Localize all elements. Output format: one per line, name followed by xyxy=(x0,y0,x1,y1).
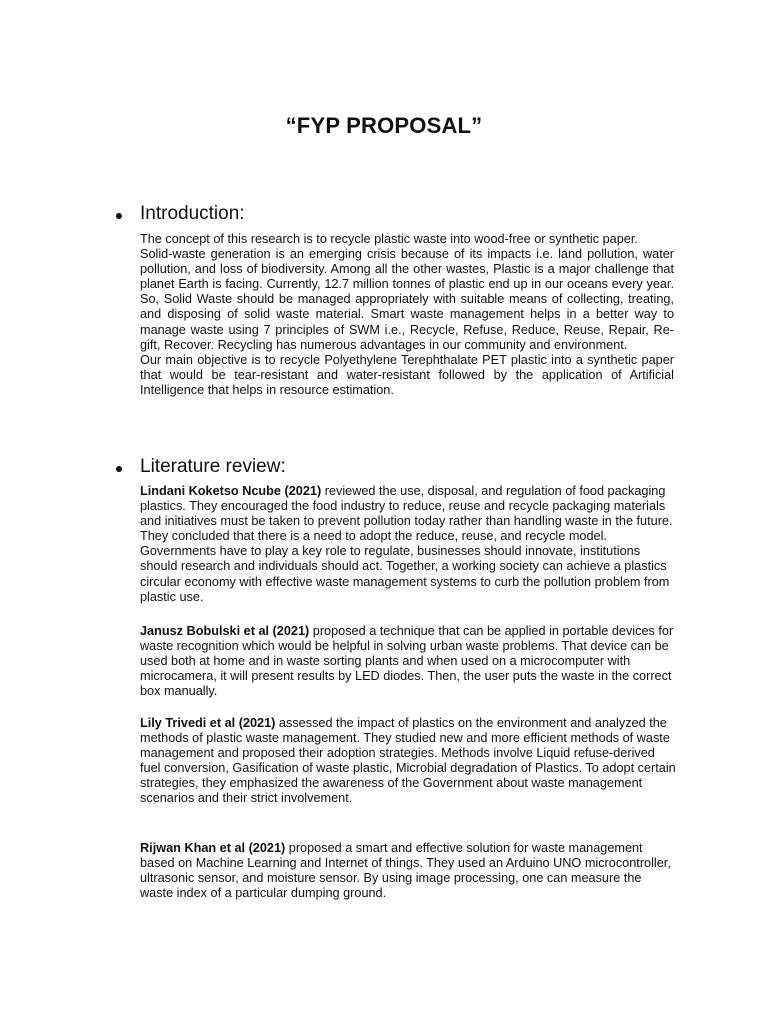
section-heading-label: Literature review: xyxy=(140,456,286,477)
entry-author: Rijwan Khan et al (2021) xyxy=(140,841,286,855)
entry-text: assessed the impact of plastics on the environment and analyzed the methods of plastic waste management. They studied new and more efficient methods of waste management and proposed their adoption strategies. Methods involve Liquid refuse-derived fuel conversion, Gasification of waste plastic, Microbial degradation of Plastics. To adopt certain strategies, they emphasized the awareness of the Government about waste management scenarios and their strict involvement. xyxy=(140,716,676,806)
entry-text: proposed a smart and effective solution for waste management based on Machine Learning and Internet of things. They used an Arduino UNO microcontroller, ultrasonic sensor, and moisture sensor. By using image processing, one can measure the waste index of a particular dumping ground. xyxy=(140,841,671,901)
entry-author: Janusz Bobulski et al (2021) xyxy=(140,624,310,638)
literature-entry xyxy=(140,841,676,901)
entry-author: Lily Trivedi et al (2021) xyxy=(140,716,276,730)
literature-entry xyxy=(140,624,676,699)
document-title: “FYP PROPOSAL” xyxy=(285,113,483,138)
entry-text: reviewed the use, disposal, and regulation of food packaging plastics. They encouraged the food industry to reduce, reuse and recycle packaging materials and initiatives must be taken to prevent pollution today rather than handling waste in the future. They concluded that there is a need to adopt the reduce, reuse, and recycle model. Governments have to play a key role to regulate, businesses should innovate, institutions should research and individuals should act. Together, a working society can achieve a plastics circular economy with effective waste management systems to curb the pollution problem from plastic use. xyxy=(140,484,673,604)
intro-paragraph: Our main objective is to recycle Polyethylene Terephthalate PET plastic into a synthetic paper that would be tear-resistant and water-resistant followed by the application of Artificial Intelligence that helps in resource estimation. xyxy=(140,352,674,397)
section-heading-label: Introduction: xyxy=(140,203,245,224)
literature-entry xyxy=(140,716,676,807)
bullet-icon xyxy=(116,213,122,219)
introduction-body xyxy=(140,232,674,398)
section-heading-literature-review xyxy=(116,456,286,478)
intro-paragraph: The concept of this research is to recycle plastic waste into wood-free or synthetic paper. xyxy=(140,232,638,246)
entry-author: Lindani Koketso Ncube (2021) xyxy=(140,484,322,498)
entry-text: proposed a technique that can be applied in portable devices for waste recognition which would be helpful in solving urban waste problems. That device can be used both at home and in waste sorting plants and when used on a microcomputer with microcamera, it will present results by LED diodes. Then, the user puts the waste in the correct box manually. xyxy=(140,624,674,699)
intro-paragraph: Solid-waste generation is an emerging crisis because of its impacts i.e. land pollution, water pollution, and loss of biodiversity. Among all the other wastes, Plastic is a major challenge that planet Earth is facing. Currently, 12.7 million tonnes of plastic end up in our oceans every year. So, Solid Waste should be managed appropriately with suitable means of collecting, treating, and disposing of solid waste material. Smart waste management helps in a better way to manage waste using 7 principles of SWM i.e., Recycle, Refuse, Reduce, Reuse, Repair, Re-gift, Recover. Recycling has numerous advantages in our community and environment. xyxy=(140,247,674,352)
literature-entry xyxy=(140,484,676,605)
bullet-icon xyxy=(116,466,122,472)
section-heading-introduction xyxy=(116,203,245,225)
